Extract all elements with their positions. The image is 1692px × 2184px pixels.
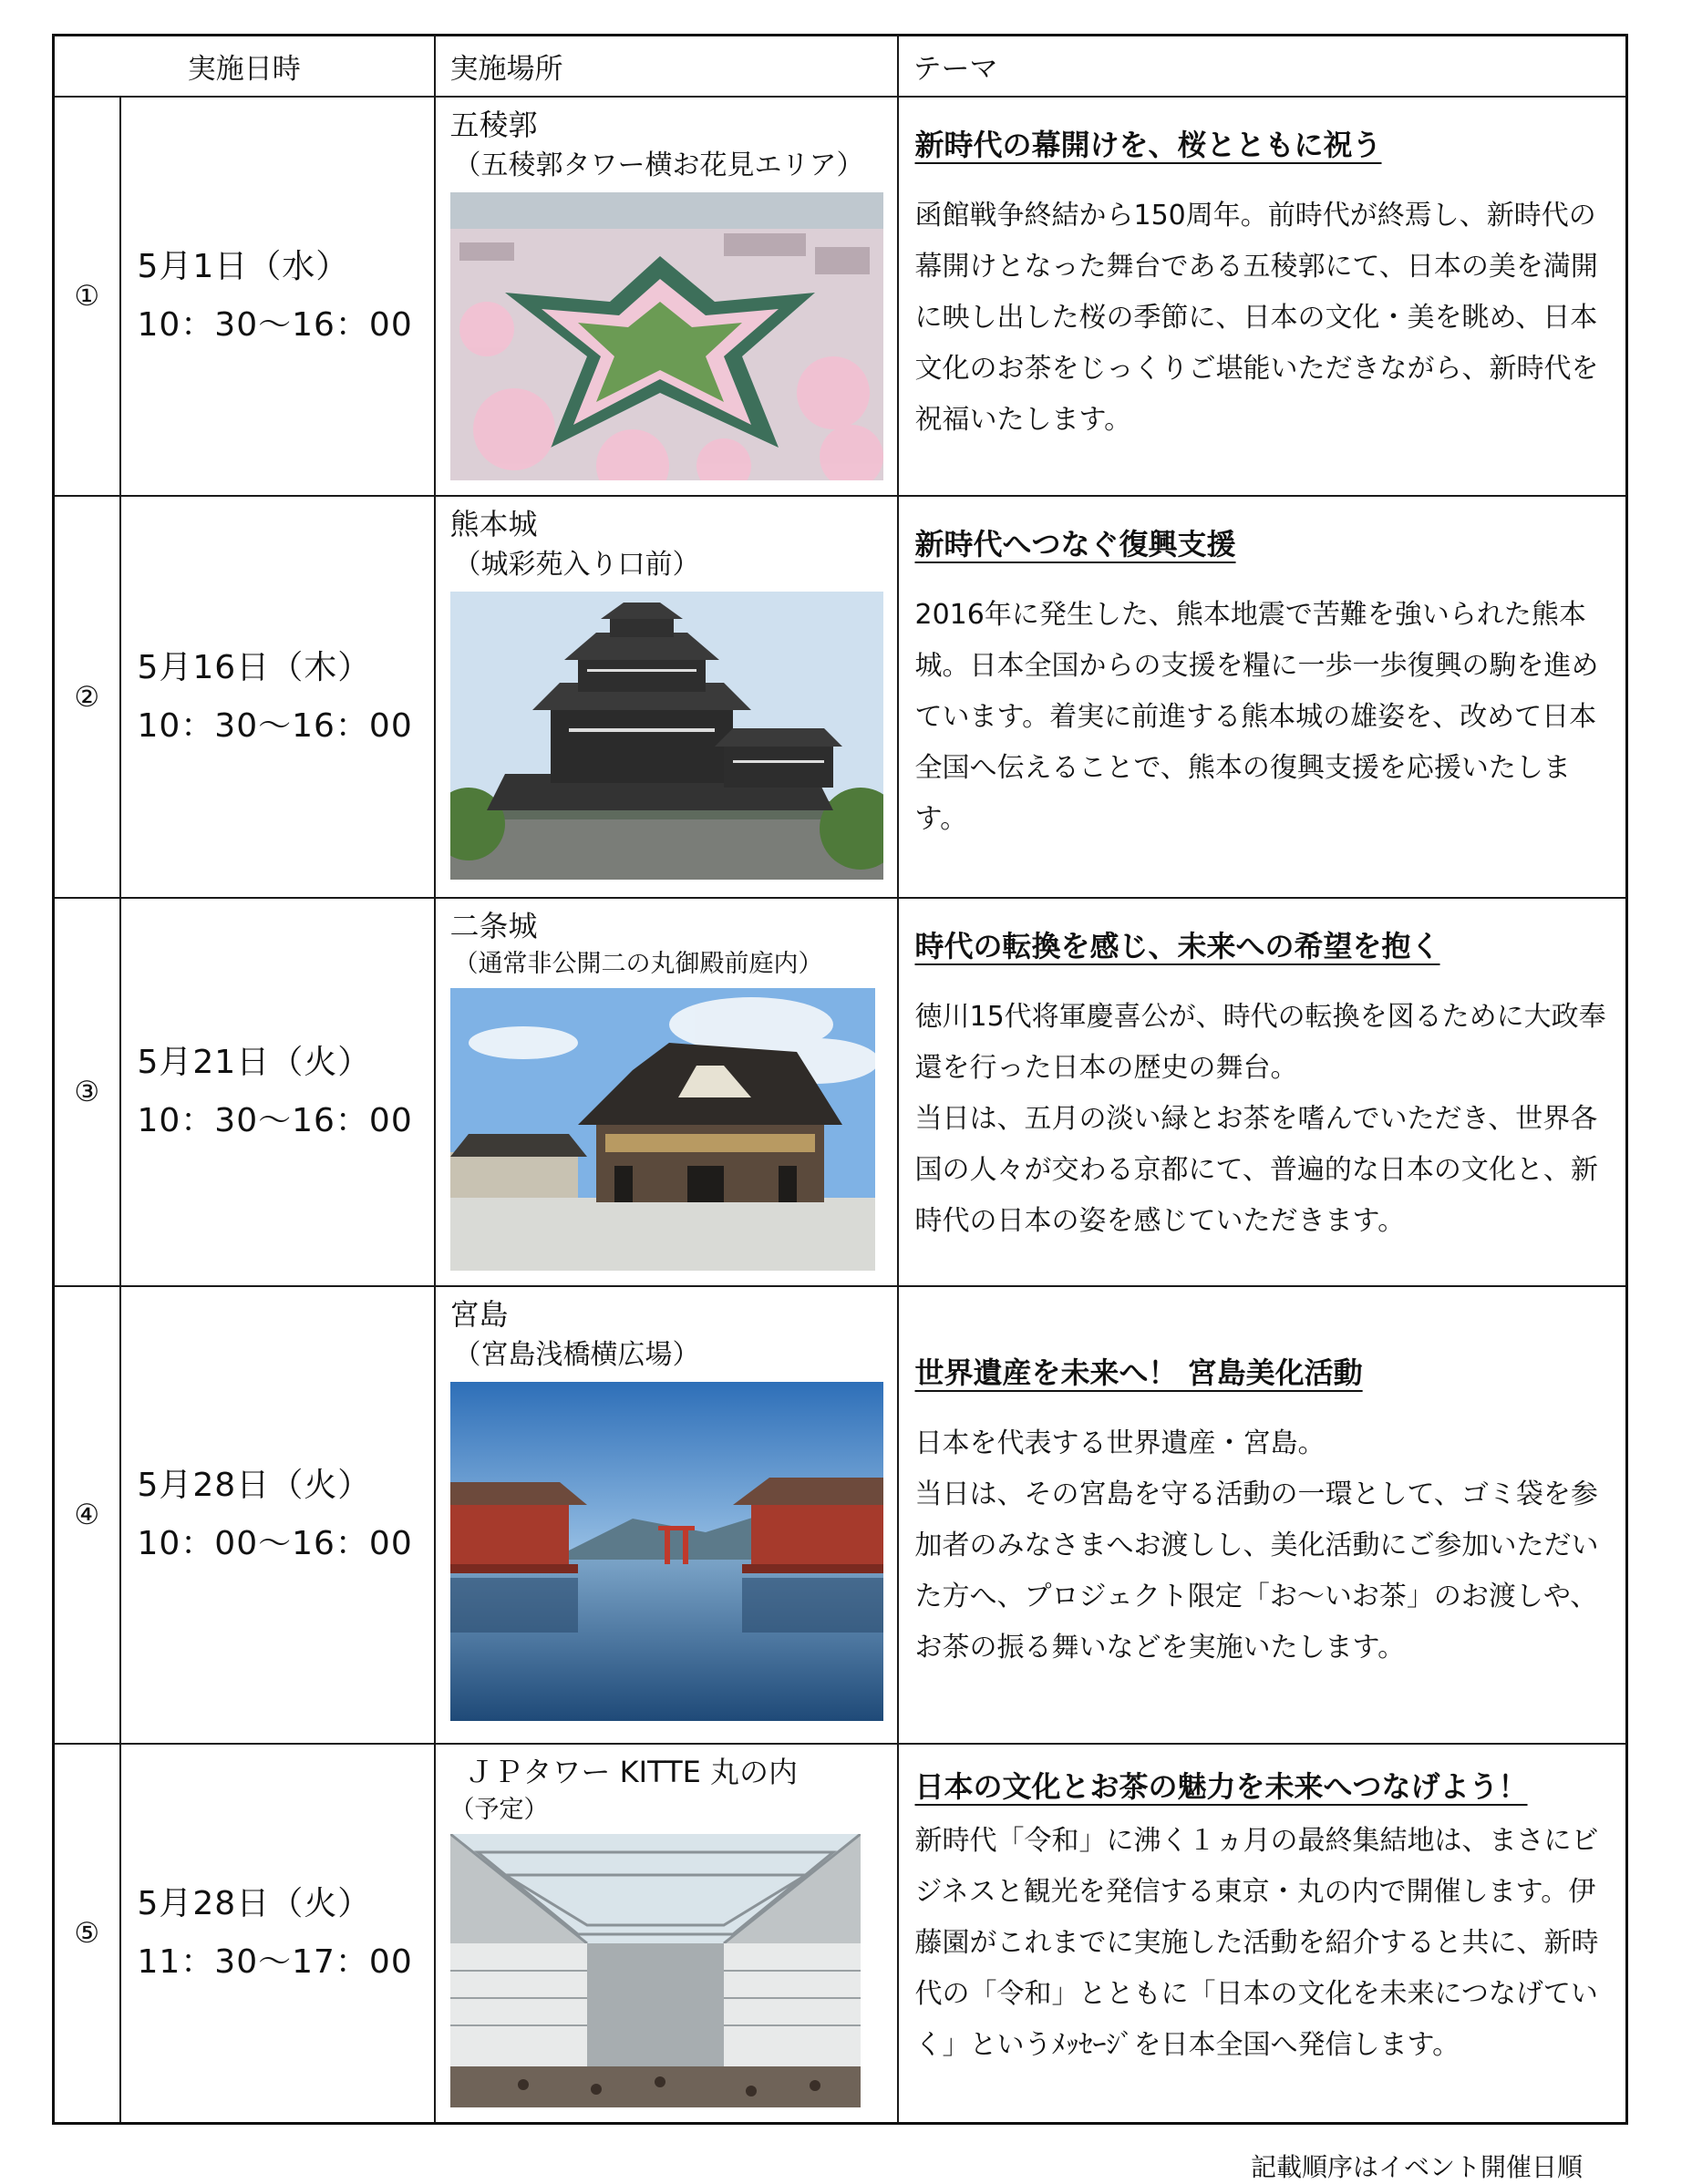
event-time: 10：00～16：00 [137,1525,413,1562]
event-theme [898,97,1627,496]
event-place [435,496,898,898]
goryokaku-photo-icon [450,192,883,480]
event-time: 10：30～16：00 [137,306,413,344]
row-number: ⑤ [54,1744,120,2123]
event-place [435,1286,898,1744]
theme-body [915,992,1610,1247]
table-row [54,898,1627,1286]
theme-body [915,1816,1610,2071]
events-table [52,34,1628,2125]
row-number: ② [54,496,120,898]
kitte-atrium-photo-icon [450,1834,861,2107]
theme-paragraph: 日本を代表する世界遺産・宮島。 [914,1427,1326,1459]
place-detail: （城彩苑入り口前） [453,549,700,581]
event-theme [898,1744,1627,2123]
event-time: 10：30～16：00 [137,706,413,745]
header-theme: テーマ [898,36,1627,98]
table-row [54,97,1627,496]
theme-title: 新時代へつなぐ復興支援 [914,527,1236,561]
miyajima-photo-icon [450,1382,883,1721]
event-date: 5月16日（木） [137,648,372,686]
event-datetime [120,496,435,898]
theme-body [915,191,1610,446]
theme-title: 日本の文化とお茶の魅力を未来へつなげよう！ [914,1769,1528,1804]
event-date: 5月28日（火） [137,1884,372,1922]
event-datetime [120,898,435,1286]
theme-body [915,1418,1610,1674]
kumamoto-castle-photo-icon [450,592,883,880]
place-name: 熊本城 [449,507,538,541]
event-time: 11：30～17：00 [137,1942,413,1981]
theme-paragraph: 当日は、五月の淡い緑とお茶を嗜んでいただき、世界各国の人々が交わる京都にて、普遍的な日本の文化と、新時代の日本の姿を感じていただきます。 [914,1103,1598,1237]
theme-body [915,590,1610,845]
theme-paragraph: 2016年に発生した、熊本地震で苦難を強いられた熊本城。日本全国からの支援を糧に一歩一歩復興の駒を進めています。着実に前進する熊本城の雄姿を、改めて日本全国へ伝えることで、熊本の復興支援を応援いたします。 [914,599,1599,835]
place-name: 二条城 [449,909,538,943]
theme-paragraph: 当日は、その宮島を守る活動の一環として、ゴミ袋を参加者のみなさまへお渡しし、美化活動にご参加いただいた方へ、プロジェクト限定「お～いお茶」のお渡しや、お茶の振る舞いなどを実施いたします。 [914,1478,1599,1664]
event-time: 10：30～16：00 [137,1102,413,1139]
event-theme [898,496,1627,898]
place-name: 五稜郭 [449,108,538,142]
theme-paragraph: 徳川15代将軍慶喜公が、時代の転換を図るために大政奉還を行った日本の歴史の舞台。 [914,1001,1606,1084]
theme-title: 世界遺産を未来へ！ 宮島美化活動 [914,1355,1363,1390]
header-place: 実施場所 [435,36,898,98]
place-detail: （五稜郭タワー横お花見エリア） [453,149,864,181]
event-place [435,1744,898,2123]
theme-paragraph: 新時代「令和」に沸く１ヵ月の最終集結地は、まさにビジネスと観光を発信する東京・丸の内で開催します。伊藤園がこれまでに実施した活動を紹介すると共に、新時代の「令和」とともに「日本の文化を未来につなげていく」というﾒｯｾｰｼﾞを日本全国へ発信します。 [914,1825,1599,2061]
event-date: 5月28日（火） [137,1467,372,1504]
place-detail: （通常非公開二の丸御殿前庭内） [453,950,823,978]
place-detail: （予定） [449,1796,549,1824]
event-theme [898,898,1627,1286]
event-datetime [120,1744,435,2123]
place-detail: （宮島浅橋横広場） [453,1339,700,1371]
event-theme [898,1286,1627,1744]
row-number: ④ [54,1286,120,1744]
theme-title: 新時代の幕開けを、桜とともに祝う [914,128,1382,162]
place-name: 宮島 [449,1297,509,1332]
row-number: ① [54,97,120,496]
event-place [435,97,898,496]
event-date: 5月21日（火） [137,1044,372,1081]
event-datetime [120,97,435,496]
header-row [54,36,1627,98]
order-note: 記載順序はイベント開催日順 [1250,2152,1583,2182]
table-row [54,496,1627,898]
theme-title: 時代の転換を感じ、未来への希望を抱く [914,929,1440,963]
table-row [54,1744,1627,2123]
theme-paragraph: 函館戦争終結から150周年。前時代が終焉し、新時代の幕開けとなった舞台である五稜郭にて、日本の美を満開に映し出した桜の季節に、日本の文化・美を眺め、日本文化のお茶をじっくりご堪能いただきながら、新時代を祝福いたします。 [914,200,1599,436]
table-row [54,1286,1627,1744]
row-number: ③ [54,898,120,1286]
event-date: 5月1日（水） [137,248,350,285]
nijo-castle-photo-icon [450,988,875,1271]
place-name: ＪＰタワー KITTE 丸の内 [464,1755,799,1789]
event-datetime [120,1286,435,1744]
event-place [435,898,898,1286]
header-date: 実施日時 [54,36,435,98]
